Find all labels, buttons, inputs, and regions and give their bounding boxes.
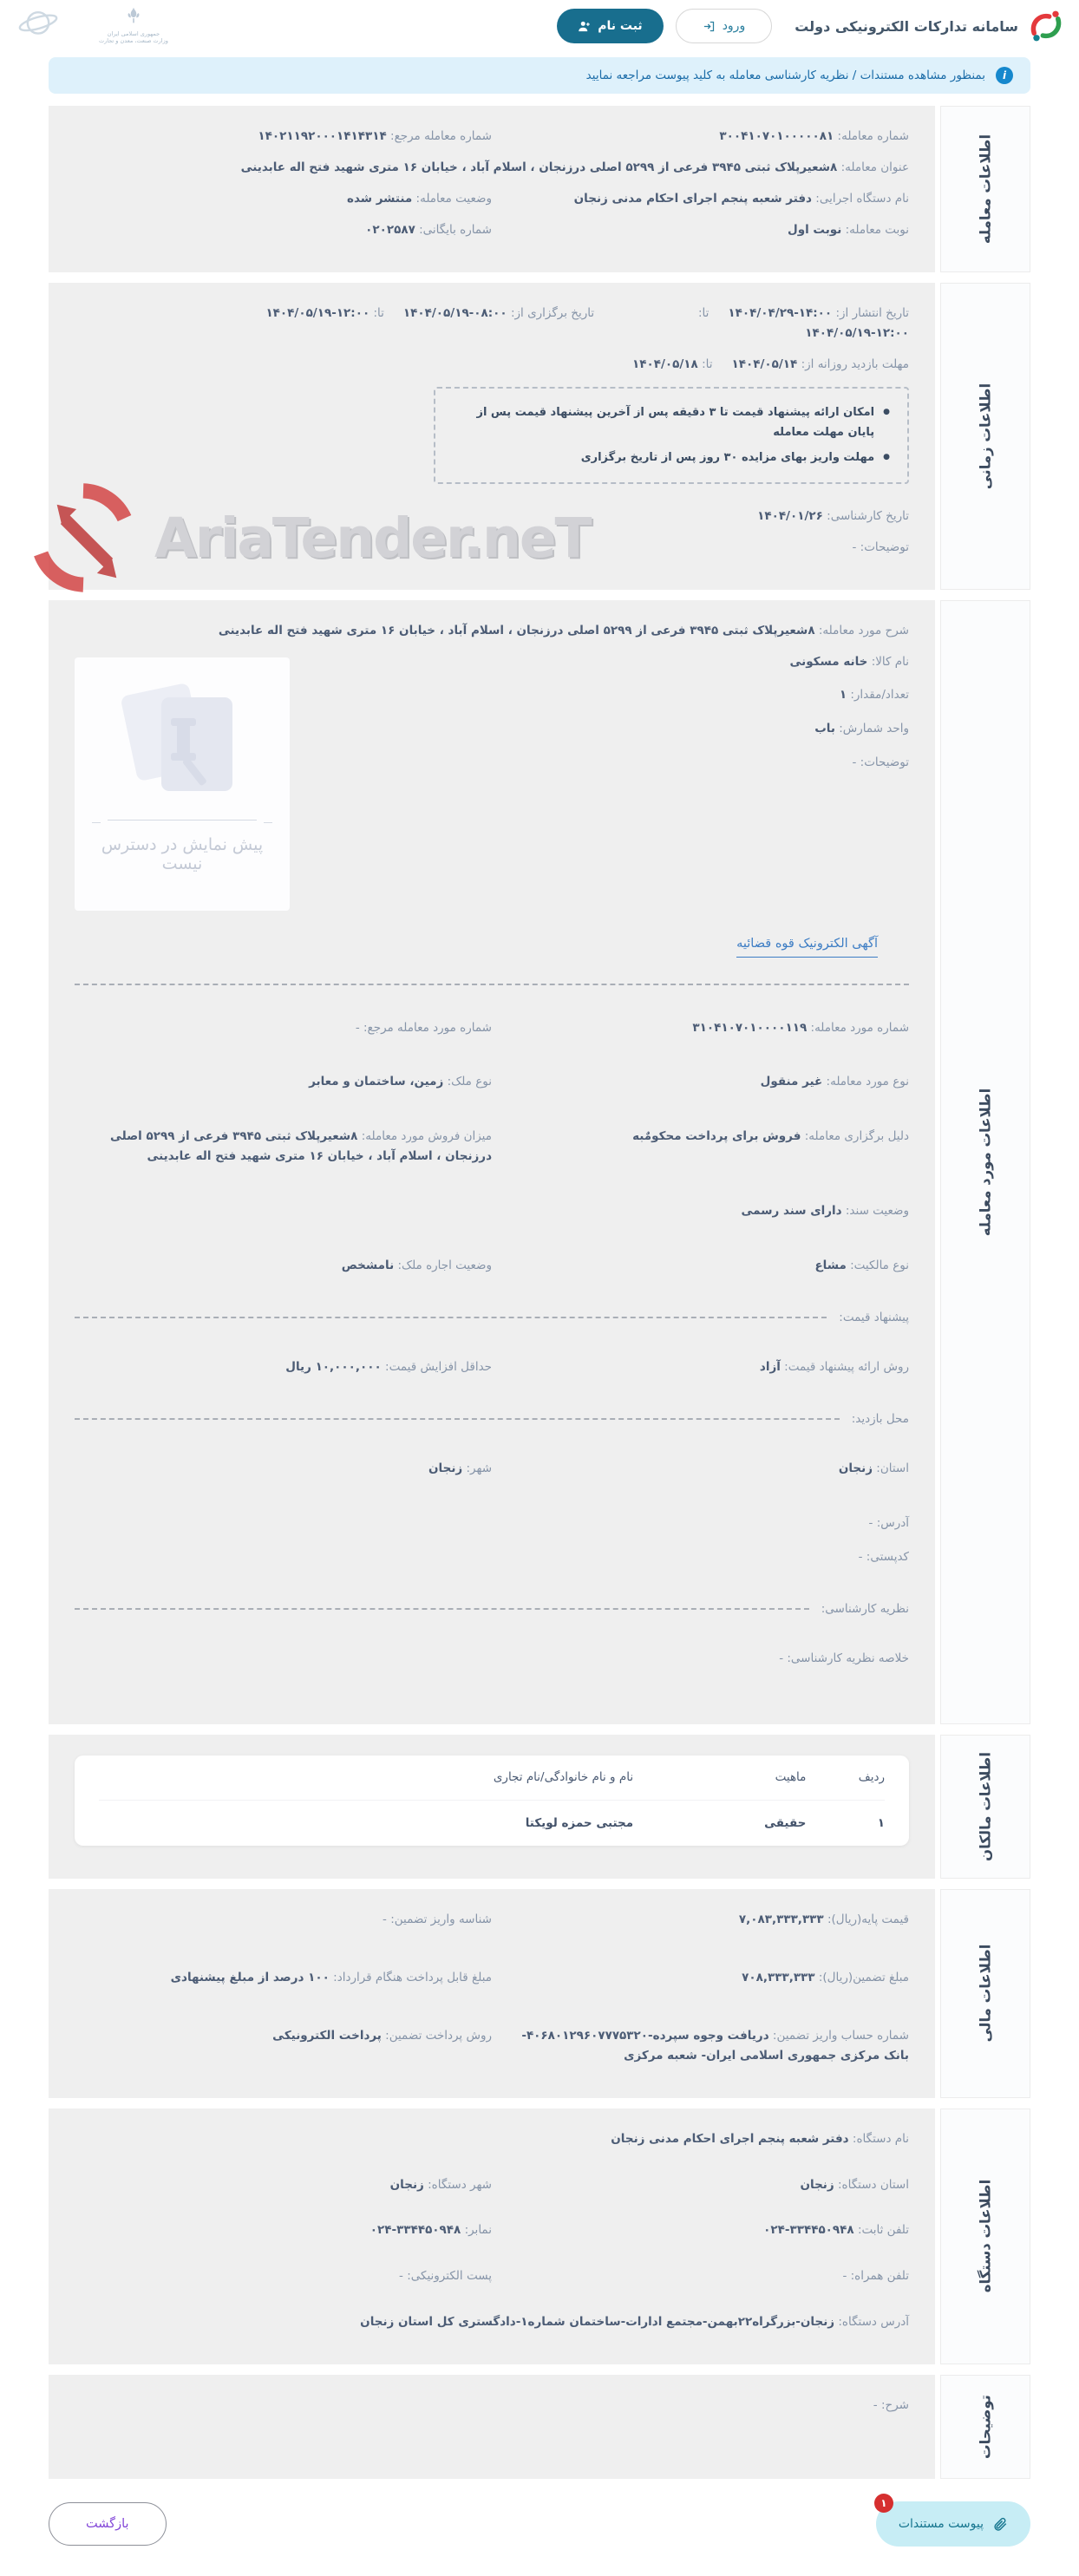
login-icon bbox=[703, 20, 716, 33]
section-item-tab-label: اطلاعات مورد معامله bbox=[977, 1088, 994, 1236]
item-number: شماره مورد معامله: ۳۱۰۴۱۰۷۰۱۰۰۰۰۱۱۹ bbox=[692, 1020, 909, 1035]
deal-ref: شماره معامله مرجع: ۱۴۰۲۱۱۹۲۰۰۰۱۴۱۴۳۱۴ bbox=[258, 129, 492, 143]
section-deal-info bbox=[49, 106, 1030, 272]
field-row bbox=[75, 1459, 909, 1479]
timing-desc: توضیحات: - bbox=[852, 539, 909, 554]
col-row-header: ردیف bbox=[858, 1770, 885, 1785]
col-name-header: نام و نام خانوادگی/نام تجاری bbox=[493, 1770, 634, 1785]
section-description-tab-label: توضیحات bbox=[977, 2395, 994, 2460]
city: شهر: زنجان bbox=[428, 1461, 492, 1476]
attach-label: پیوست مستندات bbox=[898, 2517, 984, 2532]
preview-unavailable-text: پیش نمایش در دسترس نیست bbox=[101, 834, 264, 873]
min-increase: حداقل افزایش قیمت: ۱۰,۰۰۰,۰۰۰ ریال bbox=[285, 1360, 492, 1375]
section-owners-info bbox=[49, 1735, 1030, 1879]
gavel-photo-icon bbox=[117, 673, 247, 812]
owners-table bbox=[75, 1755, 909, 1846]
bullet-icon: ● bbox=[883, 407, 890, 416]
field-row bbox=[75, 158, 909, 178]
field-row bbox=[75, 127, 909, 147]
item-top bbox=[75, 652, 909, 911]
deal-status: وضعیت معامله: منتشر شده bbox=[346, 191, 492, 206]
header bbox=[0, 0, 1079, 50]
base-price: قیمت پایه(ریال): ۷,۰۸۳,۳۳۳,۳۳۳ bbox=[738, 1912, 909, 1926]
price-offer-separator bbox=[75, 1311, 909, 1324]
field-row bbox=[75, 2129, 909, 2149]
attach-count-badge: ۱ bbox=[874, 2494, 893, 2513]
field-row bbox=[75, 1968, 909, 1988]
table-row bbox=[99, 1801, 885, 1846]
deal-title: عنوان معامله: ۸شعیرپلاک ثبتی ۳۹۴۵ فرعی از ۵۲۹۹ اصلی درزنجان ، اسلام آباد ، خیابان ۱۶ متری شهید فتح اله عابدینی bbox=[240, 160, 909, 174]
description-text: شرح: - bbox=[873, 2398, 909, 2413]
item-qty: تعداد/مقدار: ۱ bbox=[839, 688, 909, 703]
notice-bar bbox=[49, 57, 1030, 94]
item-desc: شرح مورد معامله: ۸شعیرپلاک ثبتی ۳۹۴۵ فرعی از ۵۲۹۹ اصلی درزنجان ، اسلام آباد ، خیابان ۱۶ متری شهید فتح اله عابدینی bbox=[218, 623, 909, 637]
login-label: ورود bbox=[722, 19, 746, 33]
field-row bbox=[75, 355, 909, 375]
field-row bbox=[312, 685, 909, 705]
ecommerce-center-logo-icon bbox=[16, 6, 61, 46]
guarantee-pay-method: روش پرداخت تضمین: پرداخت الکترونیکی bbox=[272, 2028, 492, 2043]
section-timing-body bbox=[49, 283, 935, 590]
judiciary-ad-link[interactable]: آگهی الکترونیک قوه قضائیه bbox=[736, 937, 878, 958]
field-row bbox=[75, 304, 909, 343]
expert-opinion-separator bbox=[75, 1602, 909, 1616]
emblem-line2: وزارت صنعت، معدن و تجارت bbox=[99, 37, 168, 44]
field-row bbox=[75, 2312, 909, 2332]
ownership-type: نوع مالکیت: مشاع bbox=[814, 1259, 909, 1273]
section-description-body bbox=[49, 2375, 935, 2479]
brand bbox=[795, 7, 1065, 45]
field-row bbox=[75, 2026, 909, 2066]
field-row bbox=[75, 2396, 909, 2416]
timing-notes-box bbox=[434, 387, 909, 484]
register-label: ثبت نام bbox=[598, 19, 643, 33]
org-phone: تلفن ثابت: ۰۲۴-۳۳۴۴۵۰۹۴۸ bbox=[763, 2223, 909, 2238]
deal-round: نوبت معامله: نوبت اول bbox=[787, 222, 909, 237]
price-offer-header: پیشنهاد قیمت: bbox=[839, 1311, 909, 1325]
org-city: شهر دستگاه: زنجان bbox=[389, 2177, 492, 2192]
bullet-icon: ● bbox=[883, 453, 890, 462]
field-row bbox=[75, 2266, 909, 2286]
org-name: نام دستگاه: دفتر شعبه پنجم اجرای احکام مدنی زنجان bbox=[611, 2131, 909, 2146]
owner-nature: حقیقی bbox=[764, 1815, 807, 1830]
section-deal-tab bbox=[940, 106, 1030, 272]
field-row bbox=[75, 1910, 909, 1930]
deal-archive: شماره بایگانی: ۰۲۰۲۵۸۷ bbox=[365, 222, 492, 237]
section-item-info bbox=[49, 600, 1030, 1724]
section-owners-body bbox=[49, 1735, 935, 1879]
owners-table-header bbox=[99, 1755, 885, 1801]
org-fax: نمابر: ۰۲۴-۳۳۴۴۵۰۹۴۸ bbox=[369, 2223, 492, 2238]
field-row bbox=[75, 1514, 909, 1533]
section-organization-info bbox=[49, 2109, 1030, 2365]
visit-place-header: محل بازدید: bbox=[851, 1412, 909, 1427]
deal-number: شماره معامله: ۳۰۰۴۱۰۷۰۱۰۰۰۰۰۸۱ bbox=[719, 129, 909, 143]
field-row bbox=[75, 2175, 909, 2195]
setad-logo-icon bbox=[1027, 7, 1065, 45]
register-button[interactable] bbox=[557, 9, 663, 43]
info-icon: i bbox=[996, 67, 1013, 84]
item-ref: شماره مورد معامله مرجع: - bbox=[355, 1020, 492, 1035]
ad-link-row bbox=[75, 937, 909, 951]
visit-dates: مهلت بازدید روزانه از: ۱۴۰۴/۰۵/۱۴تا: ۱۴۰۴/۰۵/۱۸ bbox=[632, 356, 909, 371]
org-mobile: تلفن همراه: - bbox=[842, 2269, 909, 2284]
emblem-line1: جمهوری اسلامی ایران bbox=[107, 30, 160, 37]
section-financial-tab-label: اطلاعات مالی bbox=[977, 1944, 994, 2043]
login-button[interactable] bbox=[676, 9, 773, 43]
partner-logos bbox=[9, 6, 168, 46]
reason: دلیل برگزاری معامله: فروش برای پرداخت محکومٌبه bbox=[632, 1129, 909, 1144]
guarantee-account: شماره حساب واریز تضمین: دریافت وجوه سپرده-۴۰۶۸۰۱۲۹۶۰۷۷۷۵۳۲۰- بانک مرکزی جمهوری اسلامی ایران- شعبه مرکزی bbox=[521, 2028, 909, 2063]
preview-divider bbox=[92, 817, 272, 823]
payable-amount: مبلغ قابل پرداخت هنگام قرارداد: ۱۰۰ درصد از مبلغ پیشنهادی bbox=[170, 1970, 492, 1984]
field-row bbox=[75, 1357, 909, 1377]
field-row bbox=[75, 1072, 909, 1092]
offer-method: روش ارائه پیشنهاد قیمت: آزاد bbox=[759, 1360, 909, 1375]
owner-row-index: ۱ bbox=[877, 1815, 885, 1830]
section-description bbox=[49, 2375, 1030, 2479]
item-fields bbox=[312, 652, 909, 911]
header-buttons bbox=[557, 9, 772, 43]
notice-text: بمنظور مشاهده مستندات / نظریه کارشناسی معامله به کلید پیوست مراجعه نمایید bbox=[585, 69, 985, 82]
owner-name: مجتبی حمزه لویکتا bbox=[525, 1815, 634, 1830]
ministry-logo bbox=[99, 6, 168, 44]
field-row bbox=[312, 652, 909, 672]
expert-summary: خلاصه نظریه کارشناسی: - bbox=[779, 1651, 909, 1665]
item-unit: واحد شمارش: باب bbox=[814, 722, 909, 736]
separator-top bbox=[75, 984, 909, 985]
held-dates: تاریخ برگزاری از: ۱۴۰۴/۰۵/۱۹-۰۸:۰۰تا: ۱۴۰۴/۰۵/۱۹-۱۲:۰۰ bbox=[265, 305, 595, 320]
org-province: استان دستگاه: زنجان bbox=[800, 2177, 909, 2192]
field-row bbox=[312, 719, 909, 739]
section-timing-tab-label: اطلاعات زمانی bbox=[977, 382, 994, 489]
doc-status: وضعیت سند: دارای سند رسمی bbox=[741, 1204, 909, 1219]
estate-type: نوع ملک: زمین، ساختمان و معابر bbox=[309, 1075, 492, 1089]
field-row bbox=[75, 1201, 909, 1221]
item-lower bbox=[75, 1018, 909, 1669]
field-row bbox=[75, 1018, 909, 1038]
field-row bbox=[75, 1256, 909, 1276]
section-financial-info bbox=[49, 1889, 1030, 2098]
section-deal-tab-label: اطلاعات معامله bbox=[977, 134, 994, 244]
footer-actions bbox=[49, 2497, 1030, 2547]
field-row bbox=[75, 1127, 909, 1167]
section-deal-body bbox=[49, 106, 935, 272]
item-note: توضیحات: - bbox=[852, 755, 909, 770]
deposit-id: شناسه واریز تضمین: - bbox=[383, 1912, 492, 1926]
section-description-tab bbox=[940, 2375, 1030, 2479]
field-row bbox=[312, 753, 909, 773]
back-button[interactable]: بازگشت bbox=[49, 2502, 167, 2546]
expert-opinion-header: نظریه کارشناسی: bbox=[821, 1601, 909, 1616]
province: استان: زنجان bbox=[838, 1461, 909, 1476]
attach-documents-button[interactable] bbox=[876, 2497, 1030, 2547]
timing-note: ● مهلت واریز بهای مزایده ۳۰ روز پس از تاریخ برگزاری bbox=[453, 448, 890, 467]
section-owners-tab-label: اطلاعات مالکان bbox=[977, 1751, 994, 1861]
field-row bbox=[75, 621, 909, 641]
field-row bbox=[75, 220, 909, 240]
sale-amount: میزان فروش مورد معامله: ۸شعیرپلاک ثبتی ۳۹۴۵ فرعی از ۵۲۹۹ اصلی درزنجان ، اسلام آباد ، خیابان ۱۶ متری شهید فتح اله عابدینی bbox=[109, 1129, 492, 1164]
section-organization-body bbox=[49, 2109, 935, 2365]
timing-note: ● امکان ارائه پیشنهاد قیمت تا ۳ دقیقه پس از آخرین پیشنهاد قیمت پس از پایان مهلت معامله bbox=[453, 402, 890, 443]
watermark-text: AriaTender.neT bbox=[154, 506, 591, 570]
section-financial-body bbox=[49, 1889, 935, 2098]
publish-dates: تاریخ انتشار از: ۱۴۰۴/۰۴/۲۹-۱۴:۰۰تا: ۱۴۰۴/۰۵/۱۹-۱۲:۰۰ bbox=[698, 305, 909, 340]
field-row bbox=[75, 507, 909, 526]
expert-date: تاریخ کارشناسی: ۱۴۰۴/۰۱/۲۶ bbox=[757, 508, 909, 523]
section-owners-tab bbox=[940, 1735, 1030, 1879]
section-financial-tab bbox=[940, 1889, 1030, 2098]
item-name: نام کالا: خانه مسکونی bbox=[789, 654, 909, 669]
section-timing-tab bbox=[940, 283, 1030, 590]
app-title: سامانه تدارکات الکترونیکی دولت bbox=[795, 17, 1018, 35]
org-email: پست الکترونیکی: - bbox=[399, 2269, 492, 2284]
address: آدرس: - bbox=[868, 1516, 909, 1531]
col-nature-header: ماهیت bbox=[775, 1770, 807, 1785]
org-address: آدرس دستگاه: زنجان-بزرگراه۲۲بهمن-مجتمع ادارات-ساختمان شماره۱-دادگستری کل استان زنجان bbox=[360, 2315, 909, 2330]
section-timing-info bbox=[49, 283, 1030, 590]
field-row bbox=[75, 1649, 909, 1669]
section-item-body bbox=[49, 600, 935, 1724]
paperclip-icon bbox=[992, 2516, 1008, 2532]
deal-org: نام دستگاه اجرایی: دفتر شعبه پنجم اجرای احکام مدنی زنجان bbox=[573, 191, 909, 206]
image-preview-placeholder bbox=[75, 657, 290, 911]
user-plus-icon bbox=[578, 20, 591, 33]
guarantee-amount: مبلغ تضمین(ریال): ۷۰۸,۳۳۳,۳۳۳ bbox=[742, 1970, 909, 1984]
item-type: نوع مورد معامله: غیر منقول bbox=[760, 1075, 909, 1089]
field-row bbox=[75, 189, 909, 209]
section-organization-tab bbox=[940, 2109, 1030, 2365]
field-row bbox=[75, 2220, 909, 2240]
visit-place-separator bbox=[75, 1412, 909, 1426]
rent-status: وضعیت اجاره ملک: نامشخص bbox=[341, 1259, 492, 1273]
field-row bbox=[75, 1547, 909, 1567]
section-organization-tab-label: اطلاعات دستگاه bbox=[977, 2180, 994, 2293]
section-item-tab bbox=[940, 600, 1030, 1724]
postal-code: کدپستی: - bbox=[858, 1549, 909, 1564]
field-row bbox=[75, 538, 909, 558]
iran-emblem-icon bbox=[123, 6, 144, 29]
